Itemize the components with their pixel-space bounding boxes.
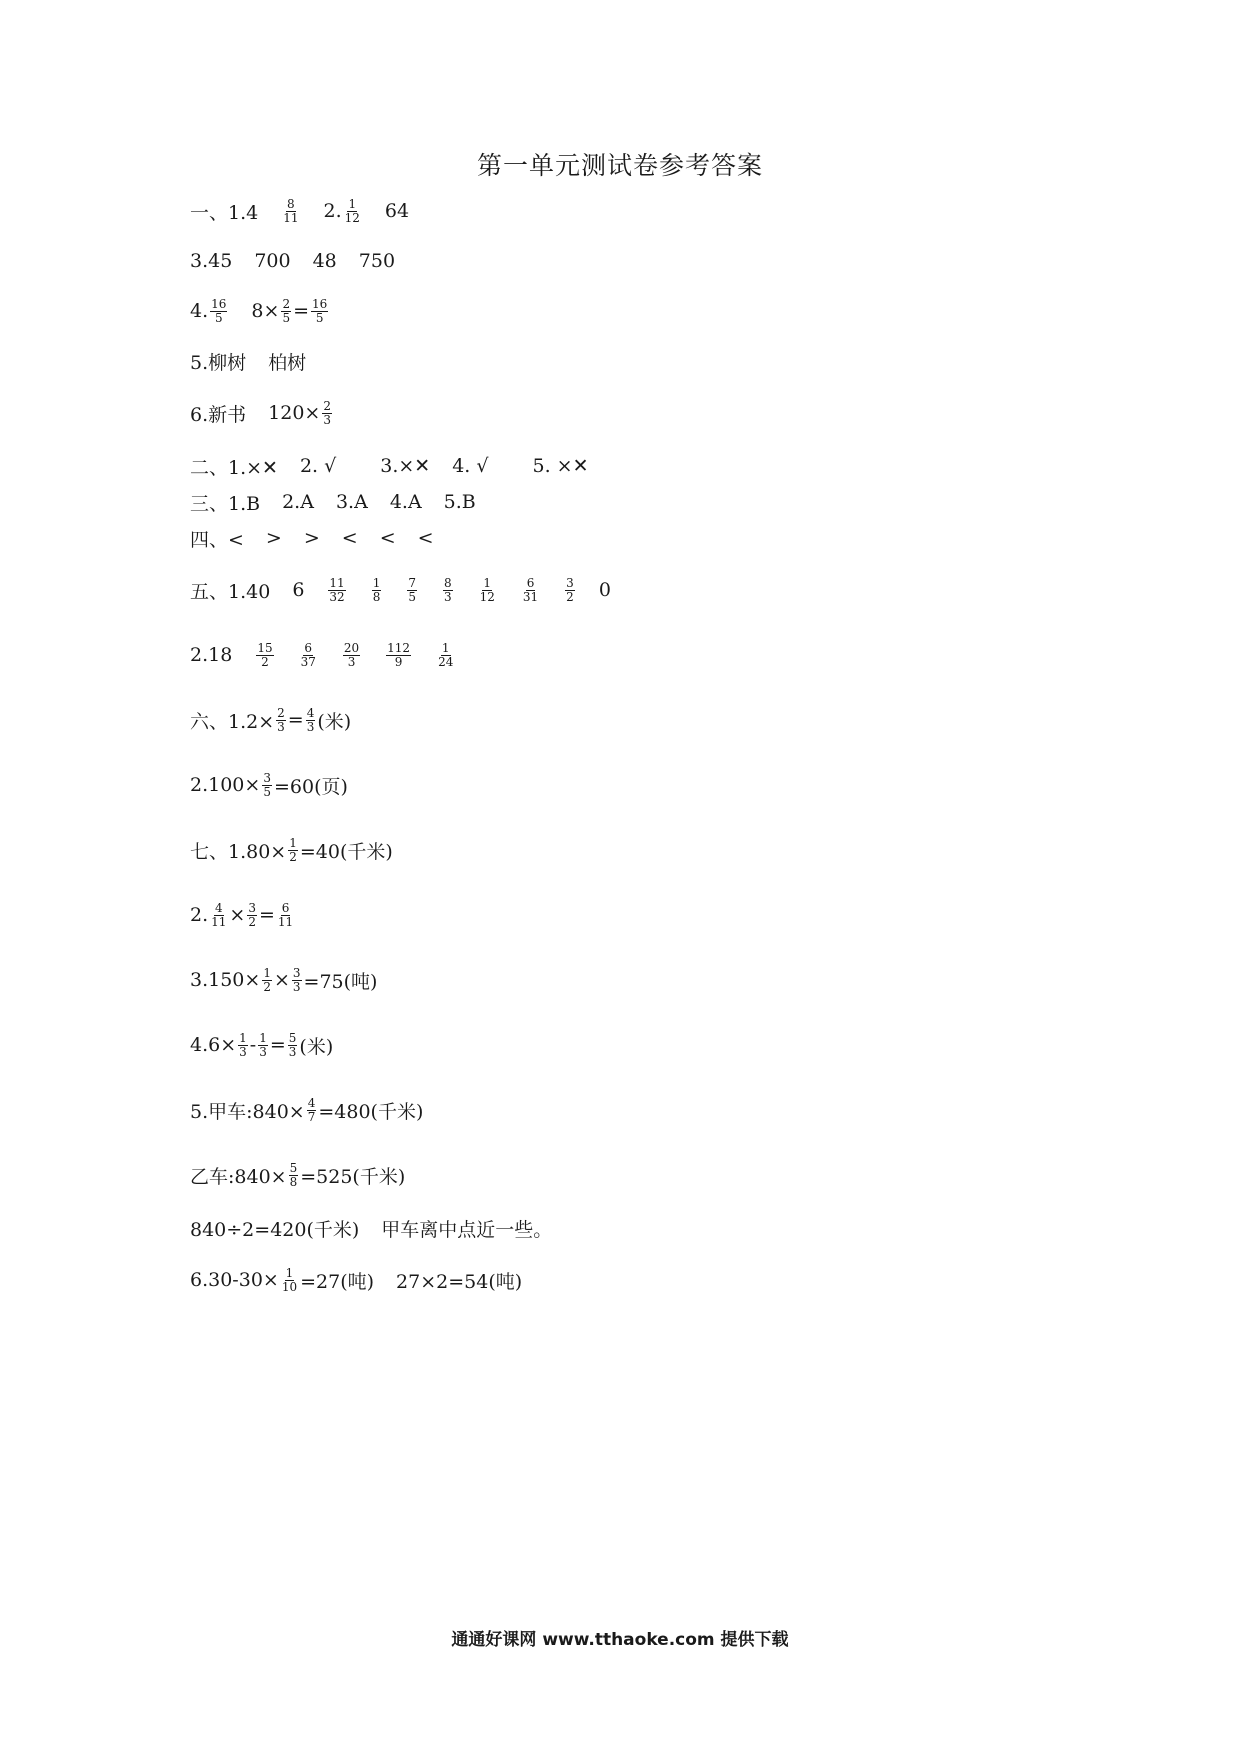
- fraction-numerator: 2: [323, 398, 331, 413]
- fraction: [443, 577, 453, 604]
- answer-text: 4. √: [452, 455, 489, 477]
- answer-text: 四、<: [190, 528, 244, 551]
- answer-line: [190, 897, 296, 933]
- fraction-denominator: 32: [329, 589, 345, 604]
- answer-text: ×: [273, 969, 290, 991]
- answer-line: [190, 767, 348, 803]
- fraction: [256, 642, 273, 669]
- fraction: [344, 198, 361, 225]
- answer-text: =: [258, 904, 275, 926]
- fraction-numerator: 2: [277, 705, 285, 720]
- fraction-numerator: 6: [526, 575, 535, 590]
- answer-text: >: [303, 527, 320, 549]
- fraction: [288, 837, 298, 864]
- fraction: [281, 1267, 298, 1294]
- answer-text: 5.B: [443, 491, 476, 513]
- fraction: [300, 642, 317, 669]
- fraction: [437, 642, 454, 669]
- fraction: [282, 198, 299, 225]
- fraction-denominator: 10: [281, 1279, 298, 1294]
- answer-line: [190, 293, 330, 329]
- answer-line: [190, 520, 434, 556]
- fraction: [210, 902, 227, 929]
- fraction-numerator: 112: [387, 640, 411, 655]
- answer-text: 2.18: [190, 644, 233, 666]
- fraction-denominator: 3: [347, 654, 356, 669]
- answer-text: 120×: [268, 402, 321, 424]
- fraction: [247, 902, 257, 929]
- answer-text: 4.6×: [190, 1034, 237, 1056]
- answer-text: 3.45: [190, 250, 233, 272]
- fraction: [565, 577, 575, 604]
- fraction: [277, 902, 294, 929]
- fraction-numerator: 5: [289, 1160, 298, 1175]
- answer-line: [190, 962, 377, 998]
- fraction-numerator: 1: [372, 575, 381, 590]
- fraction: [522, 577, 539, 604]
- fraction: [262, 967, 272, 994]
- fraction-numerator: 4: [306, 705, 315, 720]
- answer-text: =: [293, 300, 309, 322]
- fraction: [372, 577, 382, 604]
- answer-text: =75(吨): [303, 970, 378, 993]
- fraction-denominator: 8: [289, 1174, 298, 1189]
- fraction-denominator: 3: [443, 589, 452, 604]
- answer-text: ×: [229, 904, 246, 926]
- answer-text: -: [249, 1034, 257, 1056]
- fraction-denominator: 11: [283, 210, 299, 225]
- answer-text: 2.A: [282, 491, 314, 513]
- answer-line: [190, 1092, 423, 1128]
- fraction: [407, 577, 417, 604]
- answer-text: (米): [299, 1035, 334, 1058]
- answer-text: 2. √: [299, 455, 337, 477]
- fraction-numerator: 3: [292, 965, 301, 980]
- answer-text: 27×2=54(吨): [396, 1270, 523, 1293]
- fraction: [262, 772, 272, 799]
- fraction-numerator: 1: [259, 1030, 267, 1045]
- fraction-numerator: 8: [443, 575, 452, 590]
- fraction-denominator: 5: [282, 310, 291, 325]
- fraction-numerator: 16: [211, 296, 227, 311]
- fraction-numerator: 4: [307, 1095, 316, 1110]
- fraction-denominator: 11: [211, 914, 227, 929]
- answer-text: 2.: [190, 904, 209, 926]
- fraction-denominator: 37: [300, 654, 316, 669]
- answer-line: [190, 832, 393, 868]
- fraction-denominator: 5: [263, 784, 271, 799]
- answer-text: =60(页): [273, 775, 348, 798]
- answer-text: 乙车:840×: [190, 1165, 287, 1188]
- answer-line: [190, 1210, 552, 1246]
- fraction-denominator: 7: [307, 1109, 316, 1124]
- fraction-denominator: 3: [292, 979, 301, 994]
- answer-text: 4.A: [389, 491, 422, 513]
- answer-text: >: [265, 527, 282, 549]
- fraction: [343, 642, 360, 669]
- fraction-numerator: 6: [304, 640, 313, 655]
- fraction-denominator: 3: [323, 412, 331, 427]
- answer-line: [190, 448, 589, 484]
- answer-line: [190, 702, 351, 738]
- answer-text: <: [341, 527, 358, 549]
- answer-text: 一、1.4: [190, 201, 259, 224]
- answer-text: =27(吨): [300, 1270, 375, 1293]
- fraction-numerator: 15: [257, 640, 273, 655]
- answer-text: 柏树: [268, 351, 307, 374]
- fraction: [288, 1032, 298, 1059]
- answer-text: =525(千米): [300, 1165, 406, 1188]
- fraction-denominator: 3: [259, 1044, 267, 1059]
- fraction-denominator: 11: [277, 914, 294, 929]
- fraction-denominator: 31: [522, 589, 539, 604]
- fraction-denominator: 2: [248, 914, 256, 929]
- fraction: [258, 1032, 268, 1059]
- fraction-denominator: 2: [566, 589, 574, 604]
- answer-text: 五、1.40: [190, 580, 271, 603]
- fraction-numerator: 2: [282, 296, 291, 311]
- answer-line: [190, 193, 409, 229]
- fraction: [289, 1162, 299, 1189]
- answer-text: (米): [317, 710, 352, 733]
- fraction-numerator: 7: [408, 575, 416, 590]
- fraction-numerator: 1: [239, 1030, 247, 1045]
- answer-text: 二、1.×✕: [190, 456, 278, 479]
- fraction-numerator: 4: [214, 900, 223, 915]
- fraction-numerator: 1: [263, 965, 271, 980]
- answer-line: [190, 484, 476, 520]
- fraction: [281, 298, 291, 325]
- answer-text: 48: [312, 250, 337, 272]
- fraction-numerator: 20: [343, 640, 360, 655]
- answer-text: 甲车离中点近一些。: [381, 1218, 553, 1241]
- fraction-denominator: 2: [261, 654, 269, 669]
- answer-line: [190, 1157, 405, 1193]
- answer-line: [190, 1027, 333, 1063]
- fraction-denominator: 3: [239, 1044, 247, 1059]
- answer-text: 5.甲车:840×: [190, 1100, 305, 1123]
- answer-text: 3.×✕: [380, 455, 431, 477]
- answer-text: <: [417, 527, 434, 549]
- answer-text: 4.: [190, 300, 209, 322]
- answer-line: [190, 395, 334, 431]
- answer-text: 5.柳树: [190, 351, 247, 374]
- answer-text: 0: [598, 579, 611, 601]
- answer-text: 700: [254, 250, 291, 272]
- answer-line: [190, 1262, 522, 1298]
- fraction-numerator: 3: [248, 900, 256, 915]
- fraction-denominator: 3: [277, 719, 285, 734]
- answer-text: 六、1.2×: [190, 710, 275, 733]
- answer-text: 七、1.80×: [190, 840, 287, 863]
- fraction-denominator: 3: [306, 719, 315, 734]
- answer-text: 6: [292, 579, 305, 601]
- fraction-numerator: 11: [329, 575, 345, 590]
- fraction: [276, 707, 286, 734]
- answer-text: 6.新书: [190, 403, 247, 426]
- answer-text: 750: [358, 250, 396, 272]
- answer-text: =: [269, 1034, 286, 1056]
- answer-line: [190, 343, 306, 379]
- fraction-denominator: 12: [344, 210, 360, 225]
- fraction-numerator: 5: [288, 1030, 297, 1045]
- fraction: [322, 400, 332, 427]
- answer-text: =40(千米): [299, 840, 393, 863]
- footer-credit: 通通好课网 www.tthaoke.com 提供下载: [451, 1630, 789, 1650]
- fraction-numerator: 1: [289, 835, 297, 850]
- fraction-numerator: 6: [281, 900, 290, 915]
- answer-text: =: [287, 709, 304, 731]
- fraction-denominator: 8: [372, 589, 381, 604]
- fraction: [386, 642, 411, 669]
- fraction-numerator: 3: [263, 770, 271, 785]
- fraction-denominator: 9: [394, 654, 403, 669]
- fraction-numerator: 8: [287, 196, 295, 211]
- fraction: [479, 577, 496, 604]
- answer-text: 2.100×: [190, 774, 261, 796]
- fraction: [328, 577, 345, 604]
- fraction-denominator: 12: [479, 589, 495, 604]
- answer-line: [190, 572, 611, 608]
- answer-text: 5. ×✕: [532, 455, 589, 477]
- answer-text: 64: [384, 200, 410, 222]
- fraction-numerator: 3: [566, 575, 574, 590]
- fraction: [306, 707, 316, 734]
- fraction-denominator: 24: [438, 654, 454, 669]
- fraction-denominator: 5: [214, 310, 223, 325]
- fraction-numerator: 16: [312, 296, 328, 311]
- fraction-numerator: 1: [483, 575, 492, 590]
- answer-text: 840÷2=420(千米): [190, 1218, 360, 1241]
- answer-text: 6.30-30×: [190, 1269, 279, 1291]
- fraction-denominator: 5: [315, 310, 324, 325]
- answer-text: 3.150×: [190, 969, 261, 991]
- page-title: 第一单元测试卷参考答案: [476, 151, 763, 180]
- answer-text: 8×: [251, 300, 280, 322]
- answer-line: [190, 243, 395, 279]
- fraction: [238, 1032, 248, 1059]
- fraction-denominator: 3: [288, 1044, 297, 1059]
- fraction: [307, 1097, 317, 1124]
- fraction-denominator: 2: [289, 849, 297, 864]
- fraction-denominator: 5: [408, 589, 416, 604]
- answer-line: [190, 637, 456, 673]
- answer-text: 2.: [323, 200, 342, 222]
- answer-text: 3.A: [335, 491, 368, 513]
- fraction: [311, 298, 328, 325]
- fraction-numerator: 1: [285, 1265, 294, 1280]
- fraction: [292, 967, 302, 994]
- fraction-numerator: 1: [348, 196, 357, 211]
- fraction-numerator: 1: [441, 640, 450, 655]
- answer-text: =480(千米): [318, 1100, 424, 1123]
- fraction-denominator: 2: [263, 979, 271, 994]
- answer-text: 三、1.B: [190, 492, 261, 515]
- answer-text: <: [379, 527, 396, 549]
- fraction: [210, 298, 227, 325]
